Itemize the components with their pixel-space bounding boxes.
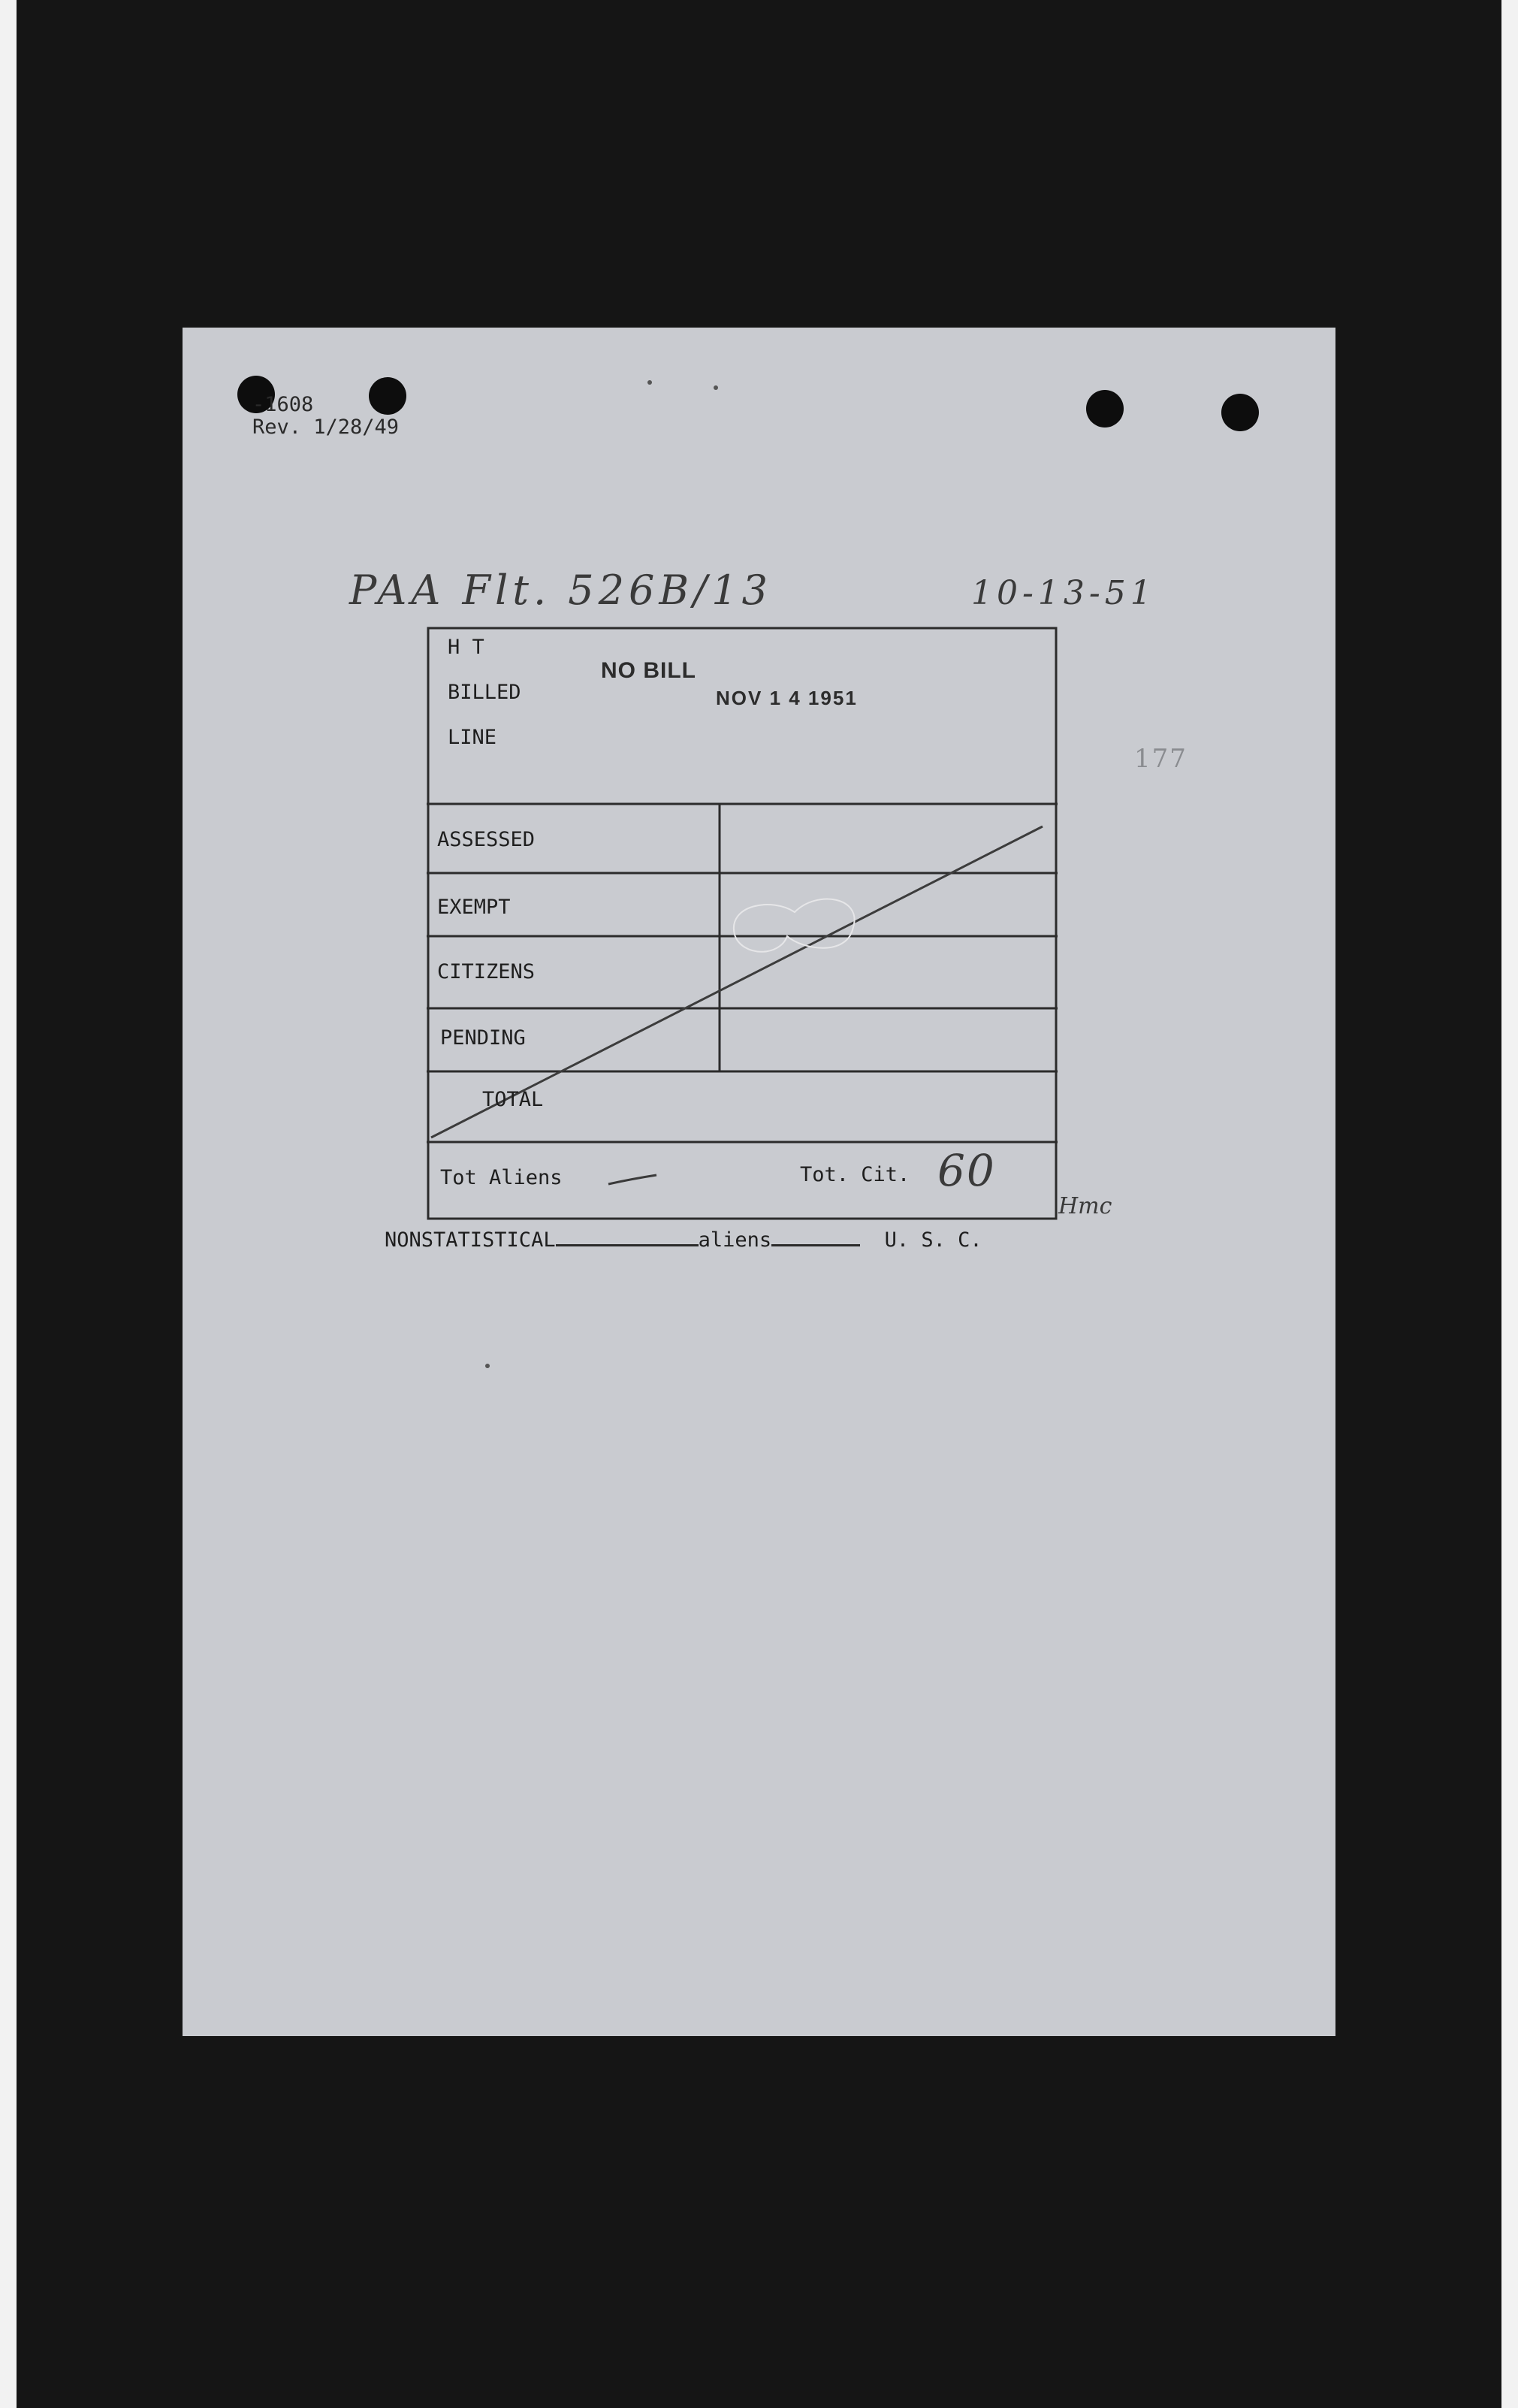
document-page	[183, 328, 1335, 2036]
punch-hole-3	[1086, 390, 1124, 428]
form-revision: Rev. 1/28/49	[252, 415, 400, 439]
form-number: -1608	[252, 393, 314, 416]
label-nonstatistical: NONSTATISTICAL	[385, 1228, 556, 1252]
label-pending: PENDING	[440, 1026, 526, 1050]
form-grid	[427, 627, 1058, 1220]
label-exempt: EXEMPT	[437, 896, 511, 919]
handwritten-date: 10-13-51	[971, 574, 1156, 612]
label-citizens: CITIZENS	[437, 960, 536, 983]
form-identifier	[252, 394, 399, 439]
label-usc: U. S. C.	[884, 1228, 982, 1252]
label-assessed: ASSESSED	[437, 828, 536, 851]
paper-speck	[485, 1364, 490, 1368]
nonstatistical-blank	[556, 1225, 699, 1246]
paper-speck	[647, 380, 652, 385]
tot-aliens-dash	[607, 1172, 659, 1187]
label-total: TOTAL	[482, 1088, 544, 1111]
tally-form	[427, 627, 1058, 1220]
ledger-number: 177	[1134, 744, 1188, 774]
label-line: LINE	[448, 726, 497, 749]
paper-speck	[714, 385, 718, 390]
handwritten-flight: PAA Flt. 526B/13	[349, 566, 772, 614]
handwritten-tot-cit-value: 60	[937, 1145, 996, 1196]
handwritten-initials: Hmc	[1058, 1193, 1112, 1219]
label-tot-cit: Tot. Cit.	[800, 1163, 910, 1186]
scan-border-left	[0, 0, 17, 2408]
label-billed: BILLED	[448, 681, 521, 704]
label-ht: H T	[448, 636, 484, 659]
date-stamp: NOV 1 4 1951	[716, 687, 858, 709]
label-tot-aliens: Tot Aliens	[440, 1166, 563, 1189]
scan-border-right	[1501, 0, 1518, 2408]
label-aliens: aliens	[698, 1228, 772, 1252]
aliens-blank	[771, 1225, 860, 1246]
punch-hole-4	[1221, 394, 1259, 431]
no-bill-stamp: NO BILL	[601, 658, 696, 683]
nonstatistical-line	[385, 1225, 982, 1252]
